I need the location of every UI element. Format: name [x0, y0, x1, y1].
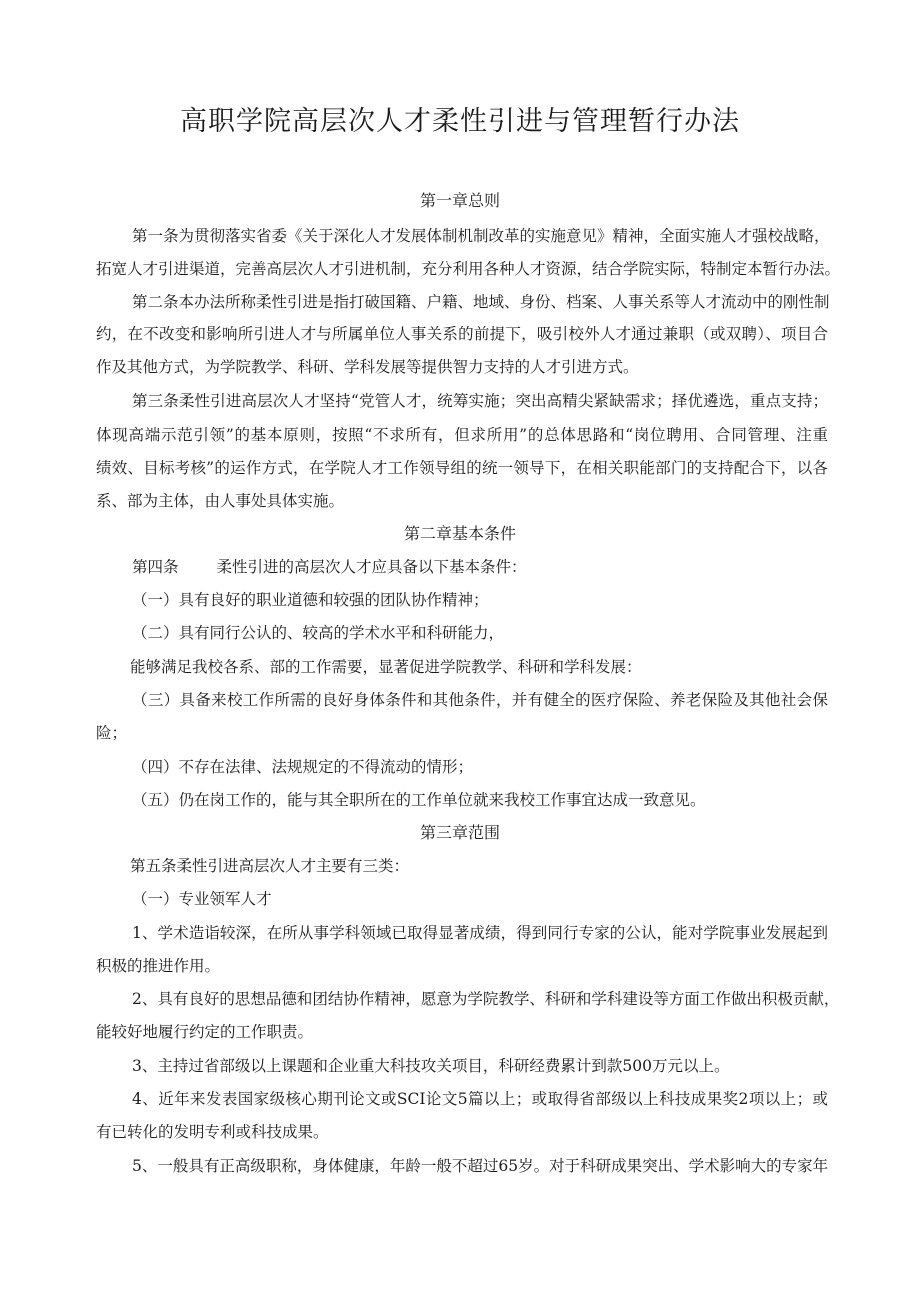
item-3: 3、主持过省部级以上课题和企业重大科技攻关项目，科研经费累计到款500万元以上。: [132, 1057, 730, 1075]
article-3-line-2: 体现高端示范引领”的基本原则，按照“不求所有，但求所用”的总体思路和“岗位聘用、合同管理、注重: [96, 426, 828, 444]
condition-2-continued: 能够满足我校各系、部的工作需要，显著促进学院教学、科研和学科发展：: [130, 658, 642, 676]
article-3-line-1: 第三条柔性引进高层次人才坚持“党管人才，统筹实施；突出高精尖紧缺需求；择优遴选，重点支持；: [132, 392, 828, 410]
article-1-line-1: 第一条为贯彻落实省委《关于深化人才发展体制机制改革的实施意见》精神，全面实施人才强校战略，: [132, 227, 830, 245]
article-4-text: 柔性引进的高层次人才应具备以下基本条件：: [216, 558, 527, 576]
article-5: 第五条柔性引进高层次人才主要有三类：: [130, 857, 410, 875]
article-2-line-1: 第二条本办法所称柔性引进是指打破国籍、户籍、地域、身份、档案、人事关系等人才流动中的刚性制: [132, 293, 830, 311]
condition-3-line-1: （三）具备来校工作所需的良好身体条件和其他条件，并有健全的医疗保险、养老保险及其他社会保: [132, 691, 828, 709]
article-4-line: [0, 556, 920, 578]
item-1-line-2: 积极的推进作用。: [96, 957, 221, 975]
item-1-line-1: 1、学术造诣较深，在所从事学科领域已取得显著成绩，得到同行专家的公认，能对学院事业发展起到: [132, 924, 828, 942]
item-2-line-2: 能较好地履行约定的工作职责。: [96, 1023, 314, 1041]
item-2-line-1: 2、具有良好的思想品德和团结协作精神，愿意为学院教学、科研和学科建设等方面工作做出积极贡献，: [132, 990, 840, 1008]
condition-1: （一）具有良好的职业道德和较强的团队协作精神；: [132, 591, 489, 609]
item-4-line-2: 有已转化的发明专利或科技成果。: [96, 1123, 329, 1141]
chapter-1-heading: 第一章总则: [419, 191, 500, 210]
chapter-3-heading: 第三章范围: [419, 823, 500, 842]
category-1: （一）专业领军人才: [132, 890, 272, 908]
item-4-line-1: 4、近年来发表国家级核心期刊论文或SCI论文5篇以上；或取得省部级以上科技成果奖2项以上；或: [132, 1090, 828, 1108]
article-1-line-2: 拓宽人才引进渠道，完善高层次人才引进机制，充分利用各种人才资源，结合学院实际，特制定本暂行办法。: [96, 260, 841, 278]
article-3-line-4: 系、部为主体，由人事处具体实施。: [96, 492, 345, 510]
article-3-line-3: 绩效、目标考核”的运作方式，在学院人才工作领导组的统一领导下，在相关职能部门的支持配合下，以各: [96, 459, 828, 477]
condition-2: （二）具有同行公认的、较高的学术水平和科研能力，: [132, 624, 505, 642]
chapter-2-heading: 第二章基本条件: [403, 524, 516, 543]
article-4-label: 第四条: [132, 558, 179, 576]
condition-3-line-2: 险；: [96, 724, 128, 742]
item-5-line-1: 5、一般具有正高级职称，身体健康，年龄一般不超过65岁。对于科研成果突出、学术影响大的专家年: [132, 1157, 829, 1175]
article-2-line-2: 约，在不改变和影响所引进人才与所属单位人事关系的前提下，吸引校外人才通过兼职（或双聘）、项目合: [96, 325, 828, 343]
article-2-line-3: 作及其他方式，为学院教学、科研、学科发展等提供智力支持的人才引进方式。: [96, 358, 639, 376]
document-title: 高职学院高层次人才柔性引进与管理暂行办法: [180, 106, 740, 137]
condition-4: （四）不存在法律、法规规定的不得流动的情形；: [132, 758, 474, 776]
condition-5: （五）仍在岗工作的，能与其全职所在的工作单位就来我校工作事宜达成一致意见。: [132, 791, 706, 809]
